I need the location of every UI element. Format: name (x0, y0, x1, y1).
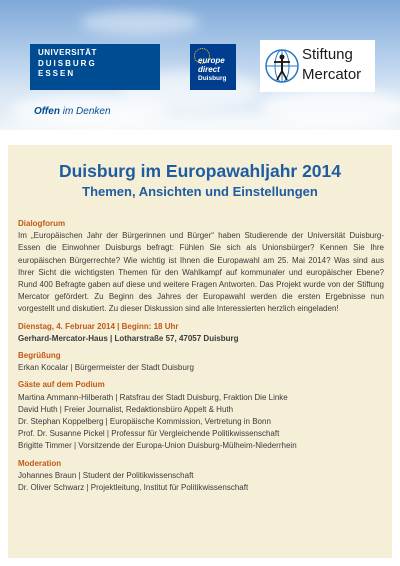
event-panel (8, 145, 392, 558)
university-logo-line2: DUISBURG (38, 59, 97, 68)
university-logo-line1: UNIVERSITÄT (38, 48, 97, 57)
moderation-heading: Moderation (18, 458, 62, 468)
list-item: Dr. Stephan Koppelberg | Europäische Kommission, Vertretung in Bonn (18, 417, 271, 427)
university-logo-line3: ESSEN (38, 69, 76, 78)
event-datetime (18, 321, 384, 345)
event-subtitle: Themen, Ansichten und Einstellungen (82, 184, 318, 199)
globe-figure-icon (264, 44, 300, 88)
podium-section (18, 379, 384, 452)
europe-direct-line3: Duisburg (198, 75, 227, 82)
europe-direct-line2: direct (198, 65, 220, 74)
list-item: Brigitte Timmer | Vorsitzende der Europa-Union Duisburg-Mülheim-Niederrhein (18, 441, 297, 451)
list-item: David Huth | Freier Journalist, Redaktionsbüro Appelt & Huth (18, 404, 234, 414)
europe-direct-logo (190, 44, 236, 90)
list-item: Martina Ammann-Hilberath | Ratsfrau der Stadt Duisburg, Fraktion Die Linke (18, 392, 288, 402)
slogan-bold: Offen (34, 106, 60, 117)
list-item: Prof. Dr. Susanne Pickel | Professur für Vergleichende Politikwissenschaft (18, 429, 280, 439)
mercator-line2: Mercator (302, 66, 362, 83)
intro-heading: Dialogforum (18, 219, 66, 228)
location-line: Gerhard-Mercator-Haus | Lotharstraße 57, 47057 Duisburg (18, 333, 239, 343)
list-item: Dr. Oliver Schwarz | Projektleitung, Institut für Politikwissenschaft (18, 483, 249, 493)
greeting-heading: Begrüßung (18, 351, 61, 361)
stiftung-mercator-logo (260, 40, 375, 92)
event-content (18, 218, 384, 494)
list-item: Erkan Kocalar | Bürgermeister der Stadt Duisburg (18, 363, 194, 373)
university-slogan (34, 106, 111, 117)
intro-text: Im „Europäischen Jahr der Bürgerinnen und Bürger“ haben Studierende der Universität Duisburg-Essen die Einwohner Duisburgs befragt: Fühlen Sie sich als Unionsbürger? Kennen Sie Ihre europäischen Bürgerrechte? Wie wichtig ist Ihnen die Europawahl am 25. Mai 2014? Was sind aus Ihrer Sicht die wichtigsten Themen für den Wahlkampf auf kommunaler und europäischer Ebene? Rund 400 Befragte gaben auf diese und weitere Fragen Antworten. Das Projekt wurde von der Stiftung Mercator gefördert. Zu Beginn des Jahres der Europawahl werden die ersten Ergebnisse nun vorgestellt und diskutiert. Zu dieser Diskussion sind alle Interessierten herzlich eingeladen! (18, 231, 384, 314)
list-item: Johannes Braun | Student der Politikwissenschaft (18, 470, 194, 480)
university-logo (30, 44, 160, 90)
header-banner (0, 0, 400, 130)
moderation-section (18, 458, 384, 495)
europe-direct-line1: europe (198, 56, 225, 65)
greeting-section (18, 350, 384, 374)
podium-heading: Gäste auf dem Podium (18, 380, 105, 390)
intro-paragraph (18, 218, 384, 316)
slogan-rest: im Denken (59, 106, 111, 117)
event-title: Duisburg im Europawahljahr 2014 (58, 161, 342, 181)
mercator-line1: Stiftung (302, 46, 353, 63)
date-line: Dienstag, 4. Februar 2014 | Beginn: 18 Uhr (18, 321, 179, 331)
